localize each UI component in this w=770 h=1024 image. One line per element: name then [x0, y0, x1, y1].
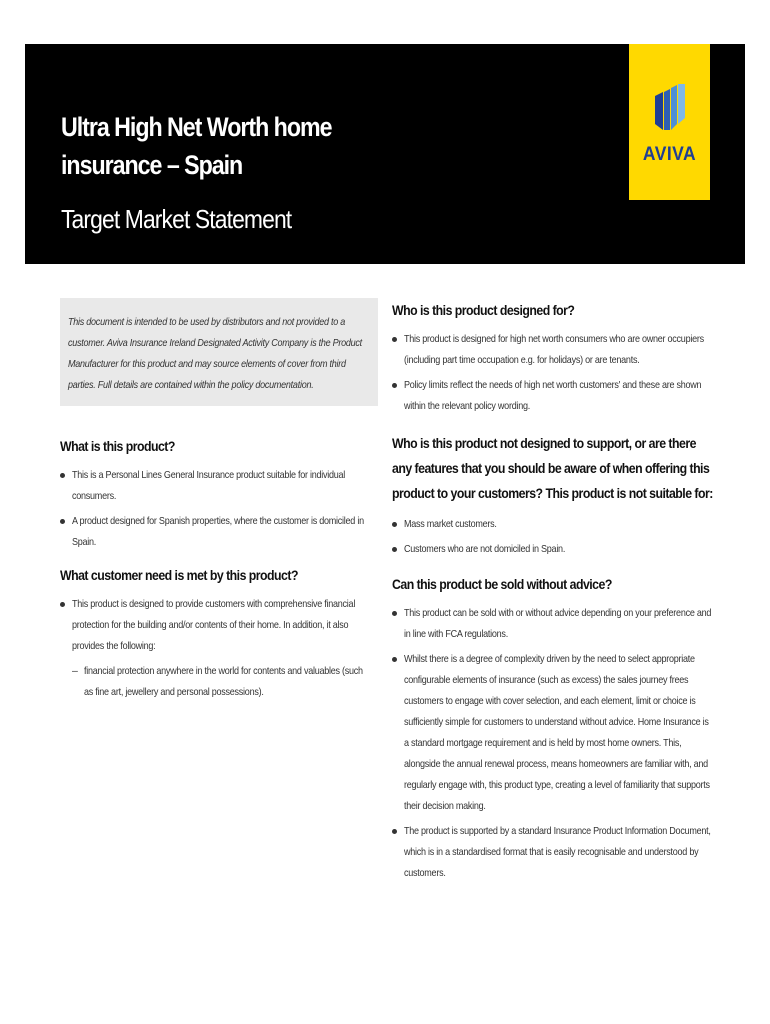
section-heading: What customer need is met by this product?: [60, 567, 298, 583]
list-item: This product can be sold with or without advice depending on your preference and in line with FCA regulations.: [392, 603, 712, 645]
list-item: A product designed for Spanish properties, where the customer is domiciled in Spain.: [60, 511, 378, 553]
section-heading: Who is this product designed for?: [392, 302, 575, 318]
list-item: The product is supported by a standard Insurance Product Information Document, which is in a standardised format that is easily recognisable and understood by customers.: [392, 821, 712, 884]
aviva-logo: [629, 44, 710, 200]
distributor-notice: [60, 298, 378, 406]
list-item: This product is designed for high net worth consumers who are owner occupiers (including part time occupation e.g. for holidays) or are tenants.: [392, 329, 712, 371]
page-title: Ultra High Net Worth home insurance – Spain: [61, 112, 332, 180]
notice-text: This document is intended to be used by distributors and not provided to a customer. Aviva Insurance Ireland Designated Activity Company is the Product Manufacturer for this product and may source elements of cover from third parties. Full details are contained within the policy documentation.: [68, 316, 362, 391]
section-heading: Who is this product not designed to support, or are there any features that you should be aware of when offering this product to your customers? This product is not suitable for:: [392, 435, 713, 501]
section-what-is-product: [60, 434, 378, 553]
section-not-designed-for: [392, 431, 712, 560]
list-item: This is a Personal Lines General Insurance product suitable for individual consumers.: [60, 465, 378, 507]
list-subitem: – financial protection anywhere in the world for contents and valuables (such as fine art, jewellery and personal possessions).: [60, 661, 378, 703]
header-banner: [25, 44, 745, 264]
list-item: Whilst there is a degree of complexity driven by the need to select appropriate configurable elements of insurance (such as excess) the sales journey frees customers to engage with cover selection, and each element, limit or choice is sufficiently simple for customers to understand without advice. Home Insurance is a standard mortgage requirement and is held by most home owners. This, alongside the annual renewal process, means homeowners are familiar with, and regularly engage with, this product type, creating a level of familiarity that supports their decision making.: [392, 649, 712, 817]
left-column: [60, 298, 378, 703]
section-sold-without-advice: [392, 572, 712, 884]
aviva-logo-icon: [655, 84, 685, 130]
logo-text: AVIVA: [642, 144, 697, 165]
page-subtitle: Target Market Statement: [61, 204, 292, 234]
section-heading: What is this product?: [60, 438, 175, 454]
section-heading: Can this product be sold without advice?: [392, 576, 612, 592]
section-customer-need: [60, 563, 378, 703]
section-designed-for: [392, 298, 712, 417]
list-item: This product is designed to provide customers with comprehensive financial protection for the building and/or contents of their home. In addition, it also provides the following:: [60, 594, 378, 657]
list-item: Mass market customers.: [392, 514, 712, 535]
list-item: Policy limits reflect the needs of high net worth customers' and these are shown within the relevant policy wording.: [392, 375, 712, 417]
right-column: [392, 298, 712, 884]
list-item: Customers who are not domiciled in Spain.: [392, 539, 712, 560]
